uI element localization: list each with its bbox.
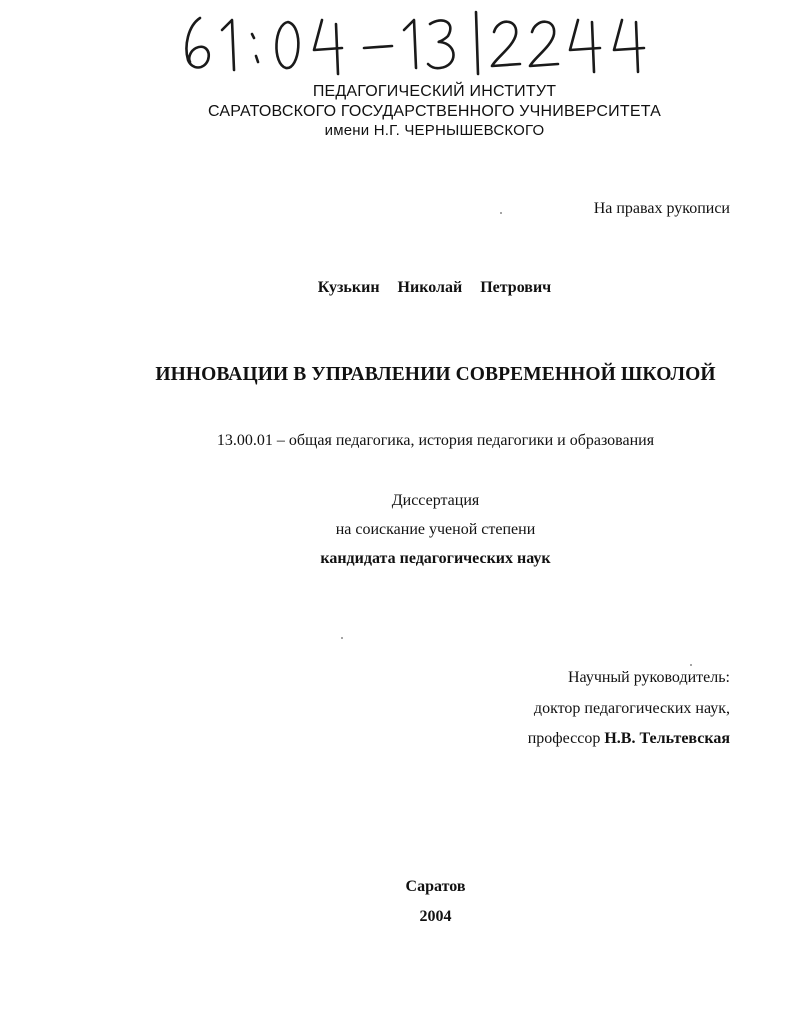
degree-purpose: на соискание ученой степени [335,521,536,538]
degree-name: кандидата педагогических наук [320,550,551,567]
specialty-code: 13.00.01 – общая педагогика, история педагогики и образования [216,432,655,449]
supervisor-name: Н.В. Тельтевская [604,730,730,747]
scan-speck [500,212,502,214]
author-name: Кузькин Николай Петрович [317,279,552,296]
institution-line-2: САРАТОВСКОГО ГОСУДАРСТВЕННОГО УЧНИВЕРСИТЕТА [207,103,662,120]
city: Саратов [405,878,466,895]
handwriting-drawing [178,8,648,78]
supervisor-degree: доктор педагогических наук, [533,700,730,717]
institution-line-1: ПЕДАГОГИЧЕСКИЙ ИНСТИТУТ [312,83,557,100]
supervisor-title-prefix: профессор [527,730,601,747]
handwritten-archive-code [178,8,648,78]
dissertation-title: ИННОВАЦИИ В УПРАВЛЕНИИ СОВРЕМЕННОЙ ШКОЛОЙ [155,364,716,385]
manuscript-rights-note: На правах рукописи [593,200,730,217]
supervisor-label: Научный руководитель: [567,669,730,686]
supervisor-title [528,730,730,748]
scan-speck [341,637,343,639]
institution-line-3: имени Н.Г. ЧЕРНЫШЕВСКОГО [324,122,545,139]
dissertation-label: Диссертация [391,492,480,509]
scan-speck [690,664,692,666]
year: 2004 [419,908,452,925]
